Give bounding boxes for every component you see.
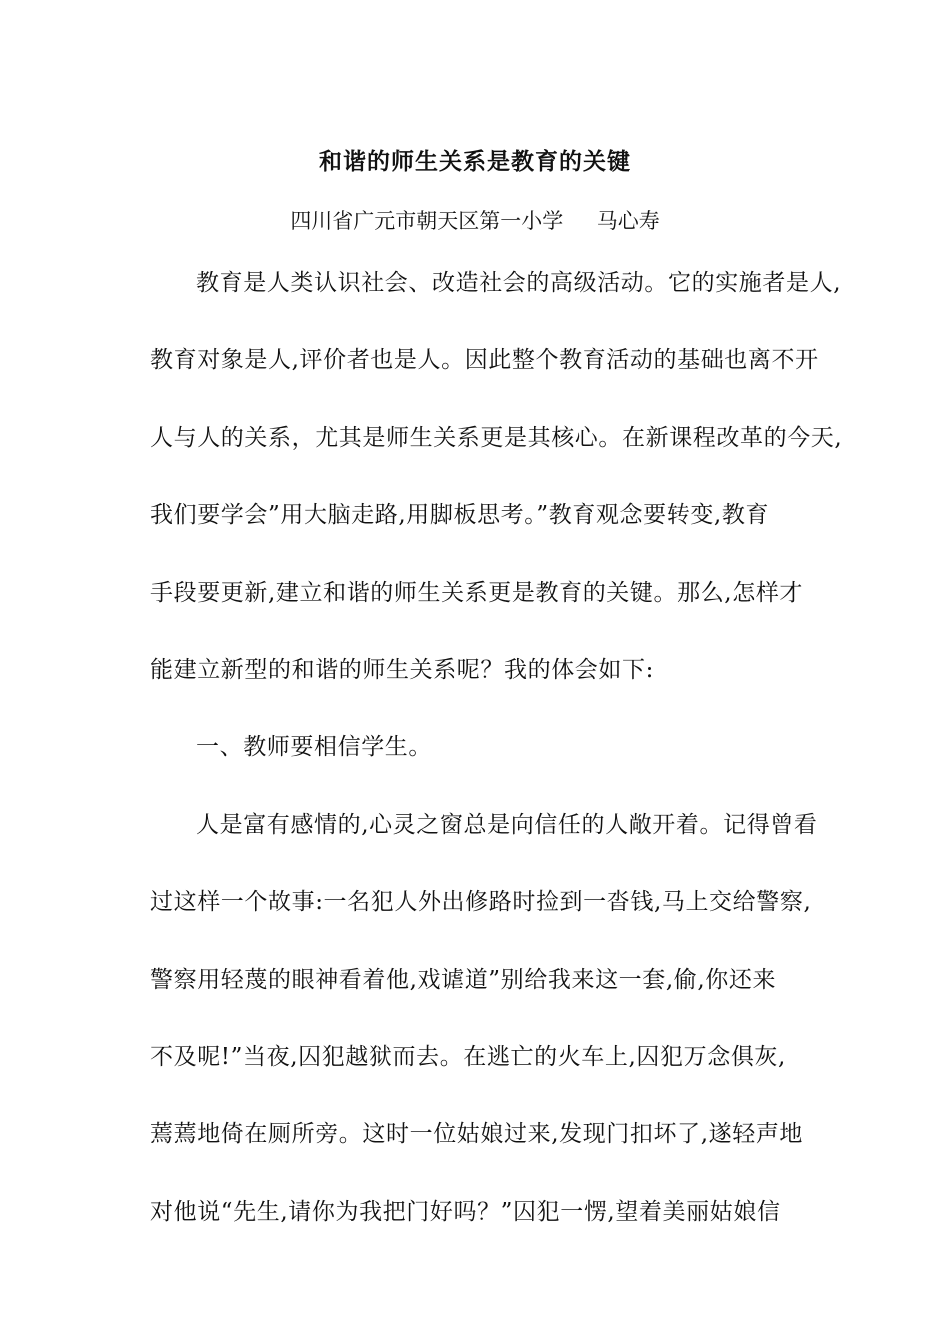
author-byline: 四川省广元市朝天区第一小学 马心寿 [290,209,660,233]
section-heading: 一、教师要相信学生。 [196,734,432,761]
text-line: 警察用轻蔑的眼神看着他,戏谑道”别给我来这一套,偷,你还来 [150,966,777,993]
text-line: 手段要更新,建立和谐的师生关系更是教育的关键。那么,怎样才 [150,579,804,606]
text-line: 不及呢!”当夜,囚犯越狱而去。在逃亡的火车上,囚犯万念俱灰, [150,1043,786,1070]
document-title: 和谐的师生关系是教育的关键 [319,148,631,175]
text-line: 过这样一个故事:一名犯人外出修路时捡到一沓钱,马上交给警察, [150,889,812,916]
text-line: 人与人的关系，尤其是师生关系更是其核心。在新课程改革的今天, [150,424,843,451]
text-line: 人是富有感情的,心灵之窗总是向信任的人敞开着。记得曾看 [196,811,818,838]
text-line: 我们要学会”用大脑走路,用脚板思考。”教育观念要转变,教育 [150,502,770,529]
text-line: 能建立新型的和谐的师生关系呢？我的体会如下: [150,656,654,683]
text-line: 教育是人类认识社会、改造社会的高级活动。它的实施者是人, [196,270,842,296]
text-line: 教育对象是人,评价者也是人。因此整个教育活动的基础也离不开 [150,347,819,374]
body-text [150,260,843,1266]
text-line: 蔫蔫地倚在厕所旁。这时一位姑娘过来,发现门扣坏了,遂轻声地 [150,1121,804,1148]
text-line: 对他说“先生,请你为我把门好吗？”囚犯一愣,望着美丽姑娘信 [150,1198,781,1225]
